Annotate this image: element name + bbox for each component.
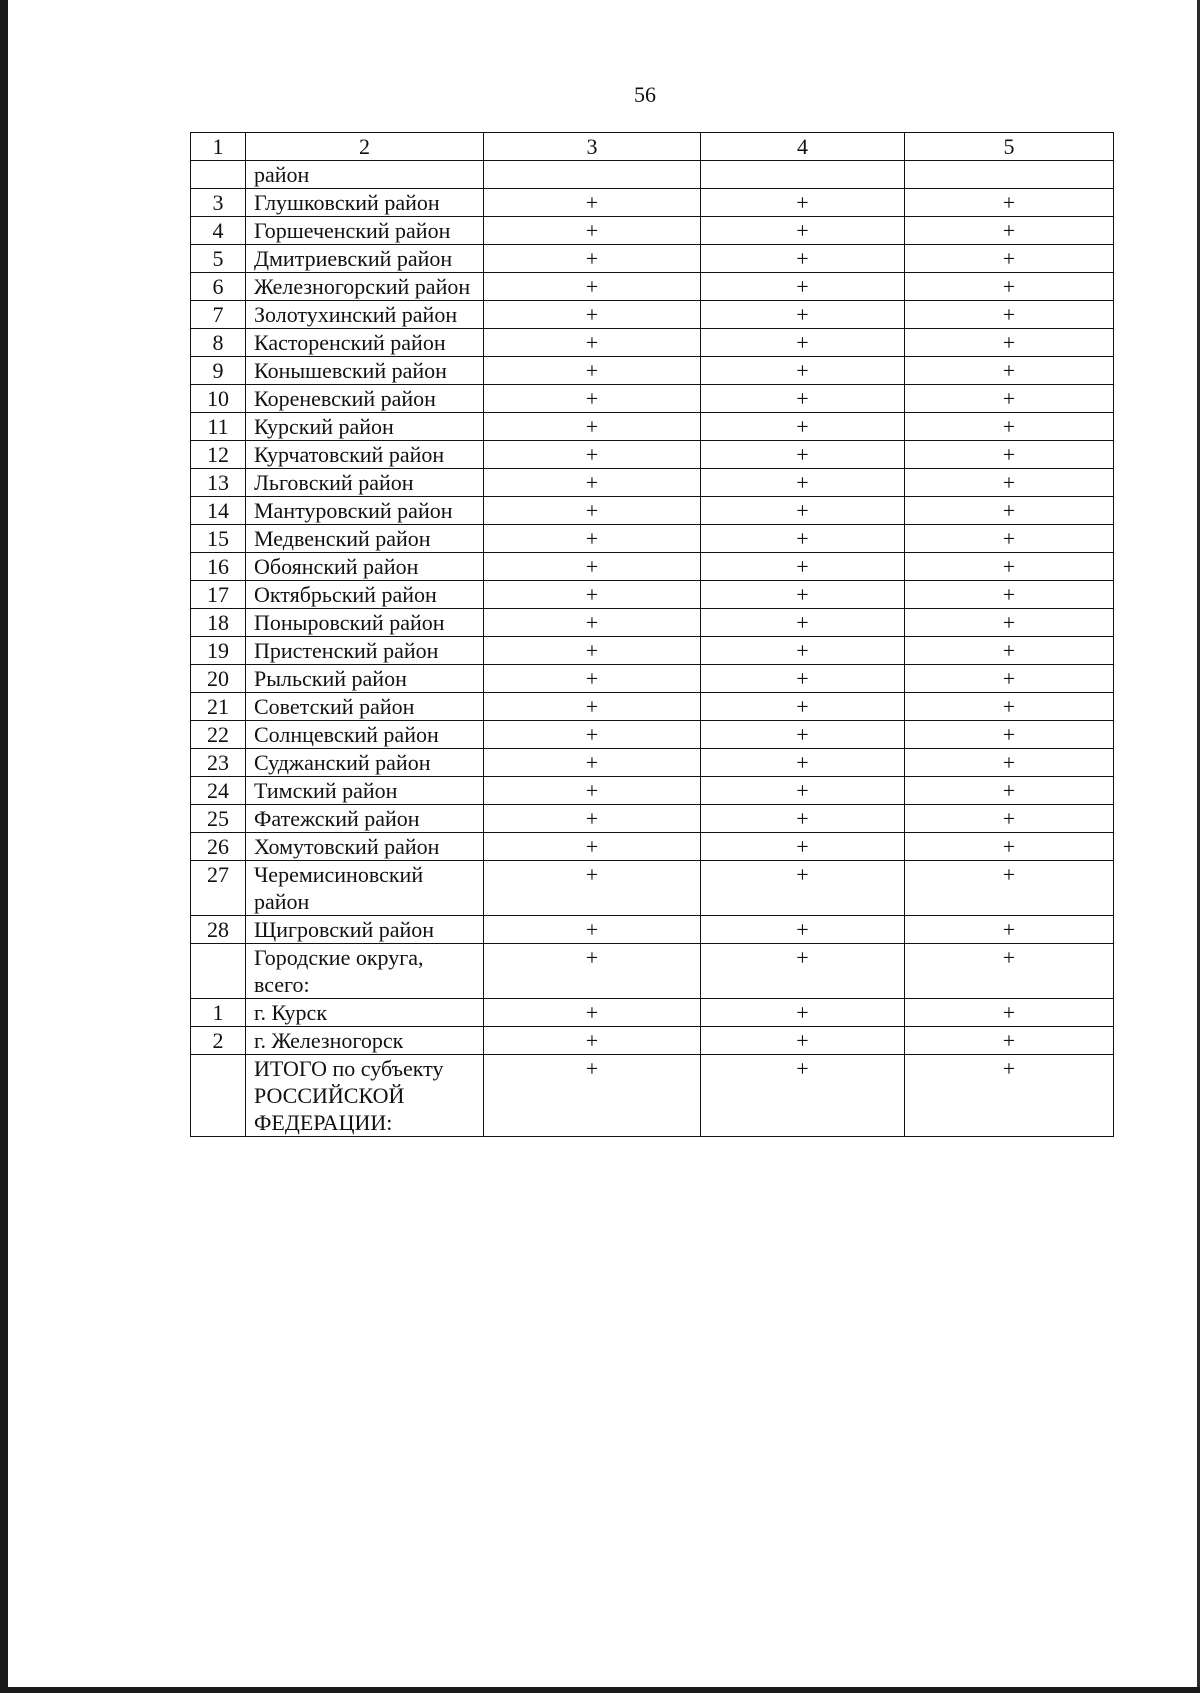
table-row xyxy=(191,413,1114,441)
col5-value-cell: + xyxy=(905,749,1114,777)
col5-value-cell: + xyxy=(905,497,1114,525)
row-number-cell: 27 xyxy=(191,861,246,916)
district-name-cell: Советский район xyxy=(246,693,484,721)
col3-value-cell: + xyxy=(484,469,701,497)
col5-value-cell: + xyxy=(905,189,1114,217)
table-header-row xyxy=(191,133,1114,161)
col5-value-cell: + xyxy=(905,999,1114,1027)
col4-value-cell: + xyxy=(701,217,905,245)
table-row xyxy=(191,497,1114,525)
table-row xyxy=(191,441,1114,469)
col4-value-cell: + xyxy=(701,637,905,665)
table-row xyxy=(191,665,1114,693)
col3-value-cell: + xyxy=(484,525,701,553)
col3-value-cell: + xyxy=(484,805,701,833)
table-row xyxy=(191,861,1114,916)
row-number-cell: 24 xyxy=(191,777,246,805)
district-name-cell: ИТОГО по субъекту РОССИЙСКОЙ ФЕДЕРАЦИИ: xyxy=(246,1055,484,1137)
table-row xyxy=(191,637,1114,665)
col3-value-cell: + xyxy=(484,665,701,693)
col3-value-cell: + xyxy=(484,693,701,721)
col4-value-cell: + xyxy=(701,497,905,525)
header-cell-col1: 1 xyxy=(191,133,246,161)
district-name-cell: Фатежский район xyxy=(246,805,484,833)
col4-value-cell: + xyxy=(701,833,905,861)
row-number-cell: 6 xyxy=(191,273,246,301)
district-name-cell: Хомутовский район xyxy=(246,833,484,861)
district-name-cell: Глушковский район xyxy=(246,189,484,217)
col3-value-cell: + xyxy=(484,1027,701,1055)
row-number-cell: 9 xyxy=(191,357,246,385)
col5-value-cell: + xyxy=(905,693,1114,721)
district-name-cell: Октябрьский район xyxy=(246,581,484,609)
district-name-cell: Поныровский район xyxy=(246,609,484,637)
table-row xyxy=(191,553,1114,581)
table-row xyxy=(191,749,1114,777)
table-row xyxy=(191,245,1114,273)
col5-value-cell: + xyxy=(905,944,1114,999)
col3-value-cell: + xyxy=(484,833,701,861)
col5-value-cell xyxy=(905,161,1114,189)
page-number: 56 xyxy=(634,82,656,107)
district-name-cell: район xyxy=(246,161,484,189)
table-body xyxy=(191,133,1114,1137)
table-row xyxy=(191,1027,1114,1055)
col4-value-cell: + xyxy=(701,301,905,329)
col4-value-cell: + xyxy=(701,999,905,1027)
col4-value-cell: + xyxy=(701,693,905,721)
row-number-cell: 20 xyxy=(191,665,246,693)
col5-value-cell: + xyxy=(905,301,1114,329)
col3-value-cell xyxy=(484,161,701,189)
district-name-cell: Кореневский район xyxy=(246,385,484,413)
table-row xyxy=(191,161,1114,189)
district-name-cell: Курчатовский район xyxy=(246,441,484,469)
district-name-cell: Рыльский район xyxy=(246,665,484,693)
table-row xyxy=(191,944,1114,999)
header-cell-col5: 5 xyxy=(905,133,1114,161)
row-number-cell: 7 xyxy=(191,301,246,329)
table-row xyxy=(191,693,1114,721)
district-name-cell: Касторенский район xyxy=(246,329,484,357)
row-number-cell: 15 xyxy=(191,525,246,553)
col3-value-cell: + xyxy=(484,637,701,665)
table-row xyxy=(191,609,1114,637)
row-number-cell xyxy=(191,944,246,999)
col5-value-cell: + xyxy=(905,217,1114,245)
col5-value-cell: + xyxy=(905,581,1114,609)
col3-value-cell: + xyxy=(484,357,701,385)
col5-value-cell: + xyxy=(905,525,1114,553)
district-name-cell: Курский район xyxy=(246,413,484,441)
col4-value-cell: + xyxy=(701,329,905,357)
col3-value-cell: + xyxy=(484,581,701,609)
col3-value-cell: + xyxy=(484,497,701,525)
col4-value-cell: + xyxy=(701,665,905,693)
col3-value-cell: + xyxy=(484,329,701,357)
district-name-cell: г. Железногорск xyxy=(246,1027,484,1055)
table-row xyxy=(191,329,1114,357)
col5-value-cell: + xyxy=(905,637,1114,665)
col4-value-cell: + xyxy=(701,777,905,805)
col4-value-cell xyxy=(701,161,905,189)
col4-value-cell: + xyxy=(701,469,905,497)
col5-value-cell: + xyxy=(905,777,1114,805)
table-row xyxy=(191,385,1114,413)
table-row xyxy=(191,189,1114,217)
col4-value-cell: + xyxy=(701,749,905,777)
row-number-cell: 12 xyxy=(191,441,246,469)
col5-value-cell: + xyxy=(905,721,1114,749)
col5-value-cell: + xyxy=(905,469,1114,497)
row-number-cell: 23 xyxy=(191,749,246,777)
col3-value-cell: + xyxy=(484,944,701,999)
row-number-cell: 5 xyxy=(191,245,246,273)
col3-value-cell: + xyxy=(484,385,701,413)
districts-table xyxy=(190,132,1114,1137)
col4-value-cell: + xyxy=(701,1027,905,1055)
col4-value-cell: + xyxy=(701,189,905,217)
district-name-cell: Мантуровский район xyxy=(246,497,484,525)
col3-value-cell: + xyxy=(484,441,701,469)
col5-value-cell: + xyxy=(905,385,1114,413)
col5-value-cell: + xyxy=(905,609,1114,637)
col3-value-cell: + xyxy=(484,413,701,441)
col3-value-cell: + xyxy=(484,777,701,805)
col5-value-cell: + xyxy=(905,357,1114,385)
col4-value-cell: + xyxy=(701,245,905,273)
table-row xyxy=(191,721,1114,749)
row-number-cell: 3 xyxy=(191,189,246,217)
header-cell-col2: 2 xyxy=(246,133,484,161)
row-number-cell xyxy=(191,161,246,189)
col4-value-cell: + xyxy=(701,581,905,609)
district-name-cell: Городские округа, всего: xyxy=(246,944,484,999)
row-number-cell: 22 xyxy=(191,721,246,749)
district-name-cell: г. Курск xyxy=(246,999,484,1027)
col4-value-cell: + xyxy=(701,721,905,749)
col4-value-cell: + xyxy=(701,357,905,385)
scan-edge-bottom xyxy=(0,1687,1200,1693)
district-name-cell: Тимский район xyxy=(246,777,484,805)
col3-value-cell: + xyxy=(484,999,701,1027)
table-row xyxy=(191,301,1114,329)
col4-value-cell: + xyxy=(701,385,905,413)
row-number-cell: 8 xyxy=(191,329,246,357)
col5-value-cell: + xyxy=(905,553,1114,581)
col4-value-cell: + xyxy=(701,805,905,833)
scan-edge-left xyxy=(0,0,8,1693)
col4-value-cell: + xyxy=(701,944,905,999)
col4-value-cell: + xyxy=(701,916,905,944)
table-row xyxy=(191,525,1114,553)
col4-value-cell: + xyxy=(701,273,905,301)
col4-value-cell: + xyxy=(701,413,905,441)
col5-value-cell: + xyxy=(905,245,1114,273)
col3-value-cell: + xyxy=(484,1055,701,1137)
table-row xyxy=(191,999,1114,1027)
col5-value-cell: + xyxy=(905,1027,1114,1055)
col3-value-cell: + xyxy=(484,245,701,273)
col4-value-cell: + xyxy=(701,525,905,553)
row-number-cell: 14 xyxy=(191,497,246,525)
district-name-cell: Дмитриевский район xyxy=(246,245,484,273)
row-number-cell: 19 xyxy=(191,637,246,665)
col3-value-cell: + xyxy=(484,301,701,329)
table-row xyxy=(191,805,1114,833)
row-number-cell: 18 xyxy=(191,609,246,637)
header-cell-col4: 4 xyxy=(701,133,905,161)
district-name-cell: Льговский район xyxy=(246,469,484,497)
col5-value-cell: + xyxy=(905,805,1114,833)
col5-value-cell: + xyxy=(905,665,1114,693)
district-name-cell: Медвенский район xyxy=(246,525,484,553)
district-name-cell: Обоянский район xyxy=(246,553,484,581)
table-row xyxy=(191,777,1114,805)
table-row xyxy=(191,469,1114,497)
table-row xyxy=(191,273,1114,301)
row-number-cell: 25 xyxy=(191,805,246,833)
col5-value-cell: + xyxy=(905,916,1114,944)
district-name-cell: Солнцевский район xyxy=(246,721,484,749)
col5-value-cell: + xyxy=(905,273,1114,301)
table-row xyxy=(191,916,1114,944)
row-number-cell: 4 xyxy=(191,217,246,245)
row-number-cell: 16 xyxy=(191,553,246,581)
table-row xyxy=(191,217,1114,245)
col3-value-cell: + xyxy=(484,553,701,581)
district-name-cell: Золотухинский район xyxy=(246,301,484,329)
row-number-cell: 26 xyxy=(191,833,246,861)
col5-value-cell: + xyxy=(905,441,1114,469)
district-name-cell: Конышевский район xyxy=(246,357,484,385)
row-number-cell: 10 xyxy=(191,385,246,413)
row-number-cell: 11 xyxy=(191,413,246,441)
row-number-cell: 21 xyxy=(191,693,246,721)
col5-value-cell: + xyxy=(905,861,1114,916)
col3-value-cell: + xyxy=(484,609,701,637)
table-row xyxy=(191,357,1114,385)
district-name-cell: Горшеченский район xyxy=(246,217,484,245)
district-name-cell: Железногорский район xyxy=(246,273,484,301)
col3-value-cell: + xyxy=(484,916,701,944)
district-name-cell: Щигровский район xyxy=(246,916,484,944)
row-number-cell: 17 xyxy=(191,581,246,609)
col5-value-cell: + xyxy=(905,329,1114,357)
table-row xyxy=(191,833,1114,861)
col5-value-cell: + xyxy=(905,1055,1114,1137)
district-name-cell: Суджанский район xyxy=(246,749,484,777)
table-row xyxy=(191,1055,1114,1137)
col3-value-cell: + xyxy=(484,749,701,777)
row-number-cell xyxy=(191,1055,246,1137)
col3-value-cell: + xyxy=(484,217,701,245)
col4-value-cell: + xyxy=(701,861,905,916)
col4-value-cell: + xyxy=(701,609,905,637)
col4-value-cell: + xyxy=(701,441,905,469)
col3-value-cell: + xyxy=(484,721,701,749)
row-number-cell: 28 xyxy=(191,916,246,944)
header-cell-col3: 3 xyxy=(484,133,701,161)
col3-value-cell: + xyxy=(484,273,701,301)
district-name-cell: Пристенский район xyxy=(246,637,484,665)
row-number-cell: 1 xyxy=(191,999,246,1027)
col5-value-cell: + xyxy=(905,833,1114,861)
row-number-cell: 2 xyxy=(191,1027,246,1055)
table-row xyxy=(191,581,1114,609)
col5-value-cell: + xyxy=(905,413,1114,441)
district-name-cell: Черемисиновский район xyxy=(246,861,484,916)
col3-value-cell: + xyxy=(484,861,701,916)
col4-value-cell: + xyxy=(701,1055,905,1137)
row-number-cell: 13 xyxy=(191,469,246,497)
col4-value-cell: + xyxy=(701,553,905,581)
col3-value-cell: + xyxy=(484,189,701,217)
